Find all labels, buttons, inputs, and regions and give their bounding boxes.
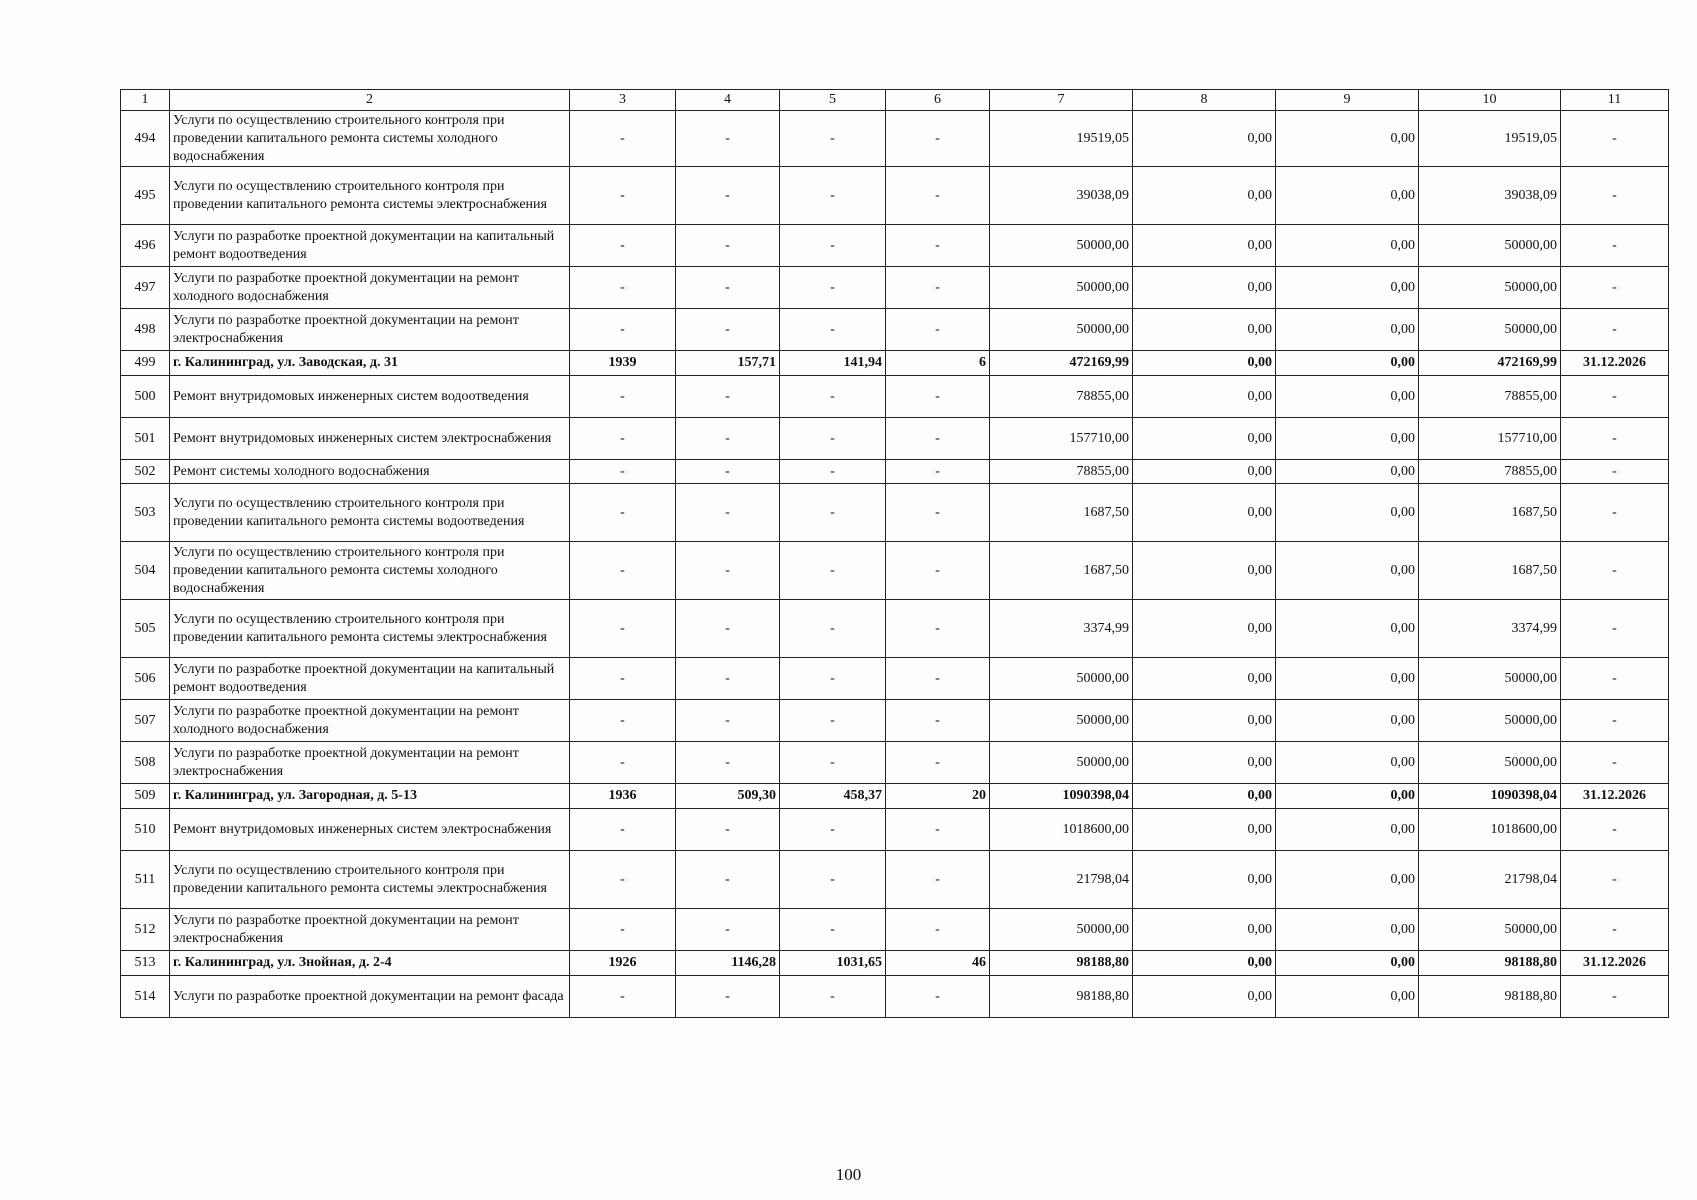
cost-col-10-cell: 39038,09 — [1419, 167, 1561, 225]
address-row — [121, 951, 1669, 976]
residents-cell: - — [886, 267, 990, 309]
row-number-cell: 495 — [121, 167, 170, 225]
living-area-cell: - — [780, 267, 886, 309]
total-cost-cell: 21798,04 — [990, 851, 1133, 909]
residents-cell: 6 — [886, 351, 990, 376]
year-built-cell: - — [570, 460, 676, 484]
year-built-cell: - — [570, 484, 676, 542]
total-cost-cell: 50000,00 — [990, 742, 1133, 784]
cost-col-10-cell: 50000,00 — [1419, 225, 1561, 267]
col-header-8: 8 — [1133, 90, 1276, 111]
cost-col-9-cell: 0,00 — [1276, 484, 1419, 542]
completion-date-cell: - — [1561, 742, 1669, 784]
total-cost-cell: 50000,00 — [990, 309, 1133, 351]
address-row — [121, 351, 1669, 376]
cost-col-8-cell: 0,00 — [1133, 951, 1276, 976]
total-cost-cell: 39038,09 — [990, 167, 1133, 225]
cost-col-8-cell: 0,00 — [1133, 784, 1276, 809]
cost-col-10-cell: 1018600,00 — [1419, 809, 1561, 851]
living-area-cell: 141,94 — [780, 351, 886, 376]
completion-date-cell: - — [1561, 460, 1669, 484]
table-row — [121, 309, 1669, 351]
residents-cell: - — [886, 460, 990, 484]
cost-col-9-cell: 0,00 — [1276, 351, 1419, 376]
cost-col-8-cell: 0,00 — [1133, 111, 1276, 167]
total-area-cell: 157,71 — [676, 351, 780, 376]
completion-date-cell: - — [1561, 700, 1669, 742]
year-built-cell: - — [570, 976, 676, 1018]
residents-cell: - — [886, 418, 990, 460]
residents-cell: - — [886, 484, 990, 542]
cost-col-9-cell: 0,00 — [1276, 309, 1419, 351]
completion-date-cell: - — [1561, 418, 1669, 460]
cost-col-9-cell: 0,00 — [1276, 658, 1419, 700]
living-area-cell: - — [780, 484, 886, 542]
total-cost-cell: 50000,00 — [990, 225, 1133, 267]
total-area-cell: 1146,28 — [676, 951, 780, 976]
total-cost-cell: 50000,00 — [990, 658, 1133, 700]
living-area-cell: - — [780, 418, 886, 460]
total-cost-cell: 98188,80 — [990, 976, 1133, 1018]
table-row — [121, 460, 1669, 484]
total-cost-cell: 3374,99 — [990, 600, 1133, 658]
cost-col-10-cell: 1687,50 — [1419, 484, 1561, 542]
cost-col-9-cell: 0,00 — [1276, 851, 1419, 909]
cost-col-8-cell: 0,00 — [1133, 600, 1276, 658]
table-row — [121, 600, 1669, 658]
completion-date-cell: - — [1561, 376, 1669, 418]
work-name-cell: Ремонт внутридомовых инженерных систем электроснабжения — [170, 418, 570, 460]
row-number-cell: 508 — [121, 742, 170, 784]
col-header-9: 9 — [1276, 90, 1419, 111]
work-name-cell: Услуги по разработке проектной документации на ремонт фасада — [170, 976, 570, 1018]
column-number-header — [121, 90, 1669, 111]
col-header-1: 1 — [121, 90, 170, 111]
table-row — [121, 484, 1669, 542]
completion-date-cell: - — [1561, 600, 1669, 658]
cost-col-10-cell: 157710,00 — [1419, 418, 1561, 460]
cost-col-8-cell: 0,00 — [1133, 542, 1276, 600]
row-number-cell: 513 — [121, 951, 170, 976]
total-area-cell: - — [676, 742, 780, 784]
total-area-cell: - — [676, 267, 780, 309]
table-row — [121, 809, 1669, 851]
table-row — [121, 909, 1669, 951]
cost-col-10-cell: 19519,05 — [1419, 111, 1561, 167]
work-name-cell: Ремонт внутридомовых инженерных систем водоотведения — [170, 376, 570, 418]
completion-date-cell: - — [1561, 976, 1669, 1018]
cost-col-10-cell: 50000,00 — [1419, 909, 1561, 951]
work-name-cell: Ремонт внутридомовых инженерных систем электроснабжения — [170, 809, 570, 851]
year-built-cell: - — [570, 267, 676, 309]
work-name-cell: Услуги по осуществлению строительного контроля при проведении капитального ремонта системы электроснабжения — [170, 600, 570, 658]
row-number-cell: 507 — [121, 700, 170, 742]
residents-cell: - — [886, 167, 990, 225]
residents-cell: - — [886, 111, 990, 167]
cost-col-9-cell: 0,00 — [1276, 809, 1419, 851]
living-area-cell: - — [780, 376, 886, 418]
living-area-cell: - — [780, 309, 886, 351]
total-area-cell: 509,30 — [676, 784, 780, 809]
total-area-cell: - — [676, 111, 780, 167]
col-header-5: 5 — [780, 90, 886, 111]
living-area-cell: - — [780, 658, 886, 700]
work-name-cell: Услуги по осуществлению строительного контроля при проведении капитального ремонта системы электроснабжения — [170, 851, 570, 909]
table-row — [121, 376, 1669, 418]
completion-date-cell: - — [1561, 111, 1669, 167]
table-row — [121, 111, 1669, 167]
year-built-cell: - — [570, 700, 676, 742]
year-built-cell: - — [570, 809, 676, 851]
living-area-cell: - — [780, 700, 886, 742]
row-number-cell: 511 — [121, 851, 170, 909]
cost-col-8-cell: 0,00 — [1133, 976, 1276, 1018]
completion-date-cell: 31.12.2026 — [1561, 951, 1669, 976]
table-row — [121, 742, 1669, 784]
total-cost-cell: 50000,00 — [990, 267, 1133, 309]
total-area-cell: - — [676, 484, 780, 542]
row-number-cell: 500 — [121, 376, 170, 418]
completion-date-cell: - — [1561, 225, 1669, 267]
cost-col-10-cell: 78855,00 — [1419, 376, 1561, 418]
year-built-cell: 1926 — [570, 951, 676, 976]
cost-col-8-cell: 0,00 — [1133, 167, 1276, 225]
cost-col-8-cell: 0,00 — [1133, 376, 1276, 418]
work-name-cell: Услуги по разработке проектной документации на капитальный ремонт водоотведения — [170, 658, 570, 700]
year-built-cell: - — [570, 851, 676, 909]
row-number-cell: 499 — [121, 351, 170, 376]
total-area-cell: - — [676, 376, 780, 418]
living-area-cell: - — [780, 167, 886, 225]
work-name-cell: Услуги по осуществлению строительного контроля при проведении капитального ремонта системы холодного водоснабжения — [170, 111, 570, 167]
cost-col-8-cell: 0,00 — [1133, 742, 1276, 784]
table-row — [121, 658, 1669, 700]
living-area-cell: - — [780, 111, 886, 167]
residents-cell: - — [886, 376, 990, 418]
col-header-2: 2 — [170, 90, 570, 111]
work-name-cell: Услуги по осуществлению строительного контроля при проведении капитального ремонта системы холодного водоснабжения — [170, 542, 570, 600]
cost-col-8-cell: 0,00 — [1133, 658, 1276, 700]
year-built-cell: - — [570, 376, 676, 418]
work-name-cell: Услуги по разработке проектной документации на ремонт электроснабжения — [170, 309, 570, 351]
year-built-cell: - — [570, 542, 676, 600]
cost-col-8-cell: 0,00 — [1133, 351, 1276, 376]
cost-col-9-cell: 0,00 — [1276, 376, 1419, 418]
cost-col-10-cell: 98188,80 — [1419, 951, 1561, 976]
total-cost-cell: 1090398,04 — [990, 784, 1133, 809]
work-name-cell: Услуги по осуществлению строительного контроля при проведении капитального ремонта системы электроснабжения — [170, 167, 570, 225]
year-built-cell: - — [570, 309, 676, 351]
cost-col-8-cell: 0,00 — [1133, 460, 1276, 484]
completion-date-cell: - — [1561, 542, 1669, 600]
total-area-cell: - — [676, 851, 780, 909]
row-number-cell: 496 — [121, 225, 170, 267]
completion-date-cell: 31.12.2026 — [1561, 351, 1669, 376]
cost-col-10-cell: 1090398,04 — [1419, 784, 1561, 809]
residents-cell: 46 — [886, 951, 990, 976]
cost-col-9-cell: 0,00 — [1276, 951, 1419, 976]
cost-col-8-cell: 0,00 — [1133, 909, 1276, 951]
table-row — [121, 418, 1669, 460]
year-built-cell: 1936 — [570, 784, 676, 809]
work-name-cell: г. Калининград, ул. Заводская, д. 31 — [170, 351, 570, 376]
living-area-cell: - — [780, 851, 886, 909]
total-cost-cell: 78855,00 — [990, 460, 1133, 484]
cost-col-9-cell: 0,00 — [1276, 418, 1419, 460]
total-cost-cell: 157710,00 — [990, 418, 1133, 460]
total-cost-cell: 98188,80 — [990, 951, 1133, 976]
work-name-cell: Услуги по разработке проектной документации на ремонт холодного водоснабжения — [170, 267, 570, 309]
year-built-cell: - — [570, 167, 676, 225]
residents-cell: - — [886, 909, 990, 951]
cost-col-9-cell: 0,00 — [1276, 909, 1419, 951]
table-row — [121, 542, 1669, 600]
row-number-cell: 510 — [121, 809, 170, 851]
residents-cell: - — [886, 225, 990, 267]
work-name-cell: Ремонт системы холодного водоснабжения — [170, 460, 570, 484]
total-area-cell: - — [676, 167, 780, 225]
year-built-cell: 1939 — [570, 351, 676, 376]
cost-col-9-cell: 0,00 — [1276, 111, 1419, 167]
completion-date-cell: - — [1561, 851, 1669, 909]
table-row — [121, 700, 1669, 742]
address-row — [121, 784, 1669, 809]
residents-cell: - — [886, 700, 990, 742]
living-area-cell: - — [780, 809, 886, 851]
table-row — [121, 167, 1669, 225]
cost-col-10-cell: 21798,04 — [1419, 851, 1561, 909]
total-area-cell: - — [676, 225, 780, 267]
residents-cell: - — [886, 851, 990, 909]
cost-col-10-cell: 98188,80 — [1419, 976, 1561, 1018]
cost-col-9-cell: 0,00 — [1276, 225, 1419, 267]
row-number-cell: 498 — [121, 309, 170, 351]
completion-date-cell: - — [1561, 309, 1669, 351]
cost-col-8-cell: 0,00 — [1133, 851, 1276, 909]
col-header-11: 11 — [1561, 90, 1669, 111]
cost-col-9-cell: 0,00 — [1276, 784, 1419, 809]
total-area-cell: - — [676, 976, 780, 1018]
total-area-cell: - — [676, 542, 780, 600]
cost-col-8-cell: 0,00 — [1133, 484, 1276, 542]
cost-col-9-cell: 0,00 — [1276, 700, 1419, 742]
row-number-cell: 504 — [121, 542, 170, 600]
total-cost-cell: 1687,50 — [990, 484, 1133, 542]
total-area-cell: - — [676, 600, 780, 658]
completion-date-cell: 31.12.2026 — [1561, 784, 1669, 809]
total-area-cell: - — [676, 700, 780, 742]
completion-date-cell: - — [1561, 167, 1669, 225]
residents-cell: - — [886, 742, 990, 784]
total-cost-cell: 50000,00 — [990, 909, 1133, 951]
row-number-cell: 502 — [121, 460, 170, 484]
cost-col-9-cell: 0,00 — [1276, 742, 1419, 784]
cost-col-10-cell: 78855,00 — [1419, 460, 1561, 484]
living-area-cell: - — [780, 742, 886, 784]
col-header-6: 6 — [886, 90, 990, 111]
row-number-cell: 503 — [121, 484, 170, 542]
total-area-cell: - — [676, 658, 780, 700]
total-cost-cell: 50000,00 — [990, 700, 1133, 742]
col-header-7: 7 — [990, 90, 1133, 111]
col-header-3: 3 — [570, 90, 676, 111]
cost-col-10-cell: 472169,99 — [1419, 351, 1561, 376]
table-row — [121, 225, 1669, 267]
residents-cell: - — [886, 309, 990, 351]
year-built-cell: - — [570, 658, 676, 700]
living-area-cell: - — [780, 225, 886, 267]
completion-date-cell: - — [1561, 658, 1669, 700]
work-name-cell: Услуги по разработке проектной документации на капитальный ремонт водоотведения — [170, 225, 570, 267]
living-area-cell: - — [780, 542, 886, 600]
col-header-10: 10 — [1419, 90, 1561, 111]
work-name-cell: г. Калининград, ул. Знойная, д. 2-4 — [170, 951, 570, 976]
cost-col-10-cell: 50000,00 — [1419, 742, 1561, 784]
completion-date-cell: - — [1561, 484, 1669, 542]
residents-cell: - — [886, 542, 990, 600]
table-row — [121, 267, 1669, 309]
cost-col-10-cell: 50000,00 — [1419, 700, 1561, 742]
cost-col-10-cell: 50000,00 — [1419, 309, 1561, 351]
cost-col-9-cell: 0,00 — [1276, 976, 1419, 1018]
col-header-4: 4 — [676, 90, 780, 111]
living-area-cell: - — [780, 909, 886, 951]
register-table — [120, 89, 1669, 1018]
total-cost-cell: 19519,05 — [990, 111, 1133, 167]
completion-date-cell: - — [1561, 809, 1669, 851]
cost-col-9-cell: 0,00 — [1276, 542, 1419, 600]
work-name-cell: Услуги по разработке проектной документации на ремонт холодного водоснабжения — [170, 700, 570, 742]
cost-col-9-cell: 0,00 — [1276, 267, 1419, 309]
living-area-cell: - — [780, 600, 886, 658]
living-area-cell: - — [780, 976, 886, 1018]
total-area-cell: - — [676, 909, 780, 951]
year-built-cell: - — [570, 418, 676, 460]
total-area-cell: - — [676, 418, 780, 460]
work-name-cell: Услуги по разработке проектной документации на ремонт электроснабжения — [170, 742, 570, 784]
work-name-cell: Услуги по осуществлению строительного контроля при проведении капитального ремонта системы водоотведения — [170, 484, 570, 542]
year-built-cell: - — [570, 742, 676, 784]
cost-col-8-cell: 0,00 — [1133, 418, 1276, 460]
row-number-cell: 505 — [121, 600, 170, 658]
total-cost-cell: 472169,99 — [990, 351, 1133, 376]
cost-col-8-cell: 0,00 — [1133, 309, 1276, 351]
cost-col-8-cell: 0,00 — [1133, 700, 1276, 742]
completion-date-cell: - — [1561, 909, 1669, 951]
residents-cell: 20 — [886, 784, 990, 809]
row-number-cell: 509 — [121, 784, 170, 809]
cost-col-8-cell: 0,00 — [1133, 225, 1276, 267]
total-cost-cell: 1018600,00 — [990, 809, 1133, 851]
cost-col-9-cell: 0,00 — [1276, 167, 1419, 225]
cost-col-9-cell: 0,00 — [1276, 600, 1419, 658]
cost-col-8-cell: 0,00 — [1133, 267, 1276, 309]
living-area-cell: 1031,65 — [780, 951, 886, 976]
cost-col-10-cell: 3374,99 — [1419, 600, 1561, 658]
table-row — [121, 851, 1669, 909]
row-number-cell: 512 — [121, 909, 170, 951]
cost-col-10-cell: 50000,00 — [1419, 267, 1561, 309]
total-area-cell: - — [676, 309, 780, 351]
year-built-cell: - — [570, 111, 676, 167]
row-number-cell: 497 — [121, 267, 170, 309]
year-built-cell: - — [570, 225, 676, 267]
total-area-cell: - — [676, 460, 780, 484]
row-number-cell: 494 — [121, 111, 170, 167]
table-body — [121, 90, 1669, 1018]
living-area-cell: - — [780, 460, 886, 484]
residents-cell: - — [886, 809, 990, 851]
page-number: 100 — [835, 1165, 862, 1184]
cost-col-10-cell: 50000,00 — [1419, 658, 1561, 700]
year-built-cell: - — [570, 600, 676, 658]
total-cost-cell: 1687,50 — [990, 542, 1133, 600]
cost-col-10-cell: 1687,50 — [1419, 542, 1561, 600]
living-area-cell: 458,37 — [780, 784, 886, 809]
row-number-cell: 506 — [121, 658, 170, 700]
total-area-cell: - — [676, 809, 780, 851]
year-built-cell: - — [570, 909, 676, 951]
row-number-cell: 514 — [121, 976, 170, 1018]
completion-date-cell: - — [1561, 267, 1669, 309]
cost-col-9-cell: 0,00 — [1276, 460, 1419, 484]
table-row — [121, 976, 1669, 1018]
residents-cell: - — [886, 658, 990, 700]
row-number-cell: 501 — [121, 418, 170, 460]
residents-cell: - — [886, 976, 990, 1018]
total-cost-cell: 78855,00 — [990, 376, 1133, 418]
cost-col-8-cell: 0,00 — [1133, 809, 1276, 851]
residents-cell: - — [886, 600, 990, 658]
work-name-cell: Услуги по разработке проектной документации на ремонт электроснабжения — [170, 909, 570, 951]
work-name-cell: г. Калининград, ул. Загородная, д. 5-13 — [170, 784, 570, 809]
